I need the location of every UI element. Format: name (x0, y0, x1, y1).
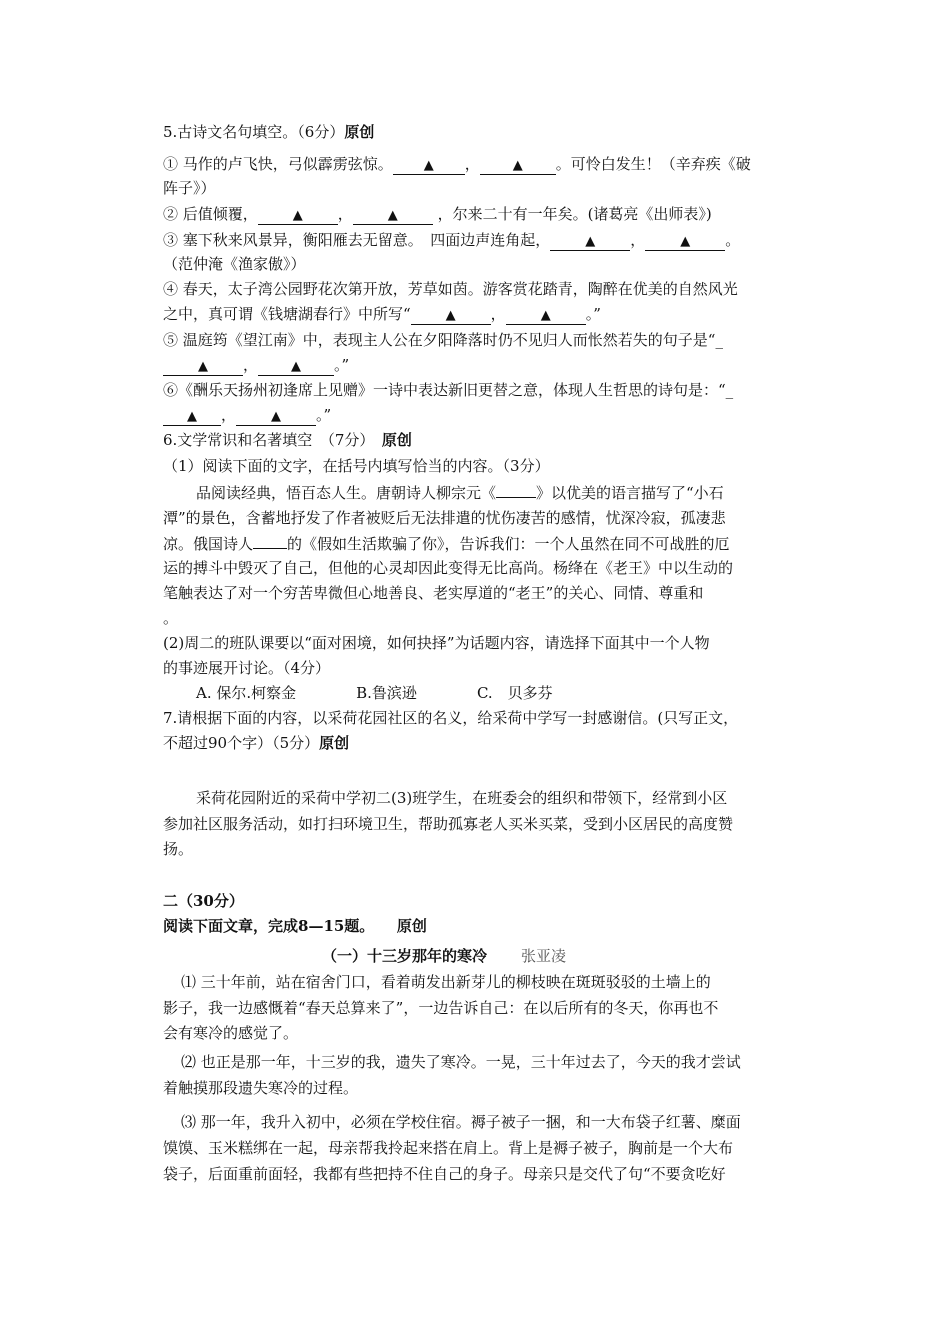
original-tag: 原创 (396, 917, 427, 935)
original-tag: 原创 (381, 431, 412, 449)
q7-title: 7.请根据下面的内容，以采荷花园社区的名义，给采荷中学写一封感谢信。(只写正文， (163, 709, 739, 727)
triangle-icon: ▲ (540, 308, 551, 323)
option-c: C. 贝多芬 (476, 684, 553, 702)
q5-title: 5.古诗文名句填空。（6分）原创 (163, 123, 375, 141)
triangle-icon: ▲ (198, 359, 208, 374)
article-paragraph: 馍馍、玉米糕绑在一起，母亲帮我拎起来搭在肩上。背上是褥子被子，胸前是一个大布 (163, 1139, 734, 1157)
article-paragraph: ⑴ 三十年前，站在宿舍门口，看着萌发出新芽儿的柳枝映在斑斑驳驳的土墙上的 (181, 973, 711, 991)
article-paragraph: ⑵ 也正是那一年，十三岁的我，遗失了寒冷。一晃，三十年过去了，今天的我才尝试 (181, 1053, 741, 1071)
q6-title: 6.文学常识和名著填空 （7分） 原创 (163, 431, 412, 449)
triangle-icon: ▲ (271, 409, 282, 424)
article-paragraph: 着触摸那段遗失寒冷的过程。 (163, 1079, 359, 1097)
q5-item-2: ② 后值倾覆， ▲ ， ▲ ，尔来二十有一年矣。(诸葛亮《出师表》) (163, 205, 712, 223)
q5-item-6-cont: ▲ ， ▲ 。” (163, 404, 793, 426)
q5-item-1-cont: 阵子》） (163, 179, 216, 197)
answer-blank[interactable] (506, 308, 586, 325)
answer-blank[interactable] (645, 234, 725, 251)
triangle-icon: ▲ (291, 359, 302, 374)
section-2-title: 二（30分） (163, 892, 244, 910)
q6-text-line: 。 (163, 609, 179, 627)
q6-text-line: 运的搏斗中毁灭了自己，但他的心灵却因此变得无比高尚。杨绛在《老王》中以生动的 (163, 559, 734, 577)
q6-part-2: (2)周二的班队课要以“面对困境，如何抉择”为话题内容，请选择下面其中一个人物 (163, 634, 710, 652)
answer-blank[interactable] (258, 208, 338, 225)
section-2-instructions: 阅读下面文章，完成8—15题。 原创 (163, 917, 427, 935)
article-paragraph: ⑶ 那一年，我升入初中，必须在学校住宿。褥子被子一捆，和一大布袋子红薯、糜面 (181, 1113, 741, 1131)
q6-part-1: （1）阅读下面的文字，在括号内填写恰当的内容。（3分） (163, 457, 550, 475)
answer-blank[interactable] (411, 308, 491, 325)
q5-item-3-cont: （范仲淹《渔家傲》） (163, 255, 306, 273)
answer-blank[interactable] (353, 208, 433, 225)
answer-blank[interactable] (480, 158, 556, 175)
answer-blank[interactable] (258, 359, 334, 376)
q6-options (196, 682, 826, 704)
triangle-icon: ▲ (187, 409, 197, 424)
triangle-icon: ▲ (445, 308, 456, 323)
q7-material: 参加社区服务活动，如打扫环境卫生，帮助孤寡老人买米买菜，受到小区居民的高度赞 (163, 815, 734, 833)
triangle-icon: ▲ (292, 208, 303, 223)
q7-material: 采荷花园附近的采荷中学初二(3)班学生，在班委会的组织和带领下，经常到小区 (196, 789, 728, 807)
answer-blank[interactable] (163, 409, 221, 426)
option-b: B.鲁滨逊 (356, 684, 417, 702)
q5-item-3: ③ 塞下秋来风景异，衡阳雁去无留意。 四面边声连角起， ▲ ， ▲ 。 (163, 231, 741, 249)
q5-item-5-cont: ▲ ， ▲ 。” (163, 354, 793, 376)
q6-text-line: 笔触表达了对一个穷苦卑微但心地善良、老实厚道的“老王”的关心、同情、尊重和 (163, 584, 704, 602)
original-tag: 原创 (344, 123, 375, 141)
article-author: 张亚凌 (521, 947, 567, 965)
q7-material: 扬。 (163, 840, 194, 858)
q5-item-1: ① 马作的卢飞快，弓似霹雳弦惊。 ▲ ， ▲ 。可怜白发生！（辛弃疾《破 (163, 155, 751, 173)
q5-item-4-cont: 之中，真可谓《钱塘湖春行》中所写“ ▲ ， ▲ 。” (163, 305, 601, 323)
article-paragraph: 影子，我一边感慨着“春天总算来了”，一边告诉自己：在以后所有的冬天，你再也不 (163, 999, 719, 1017)
q6-part-2-cont: 的事迹展开讨论。（4分） (163, 659, 331, 677)
triangle-icon: ▲ (387, 208, 398, 223)
q6-text-line: 品阅读经典，悟百态人生。唐朝诗人柳宗元《 》以优美的语言描写了“小石 (196, 481, 826, 503)
article-title: （一）十三岁那年的寒冷 张亚凌 (322, 947, 567, 965)
answer-blank[interactable] (550, 234, 630, 251)
answer-blank[interactable] (496, 481, 536, 498)
article-paragraph: 会有寒冷的感觉了。 (163, 1024, 299, 1042)
triangle-icon: ▲ (680, 234, 691, 249)
triangle-icon: ▲ (585, 234, 596, 249)
q7-title-cont: 不超过90个字）（5分）原创 (163, 734, 350, 752)
triangle-icon: ▲ (512, 158, 523, 173)
answer-blank[interactable] (253, 532, 287, 549)
original-tag: 原创 (319, 734, 350, 752)
q6-text-line: 凉。俄国诗人 的《假如生活欺骗了你》，告诉我们：一个人虽然在同不可战胜的厄 (163, 532, 793, 554)
q6-text-line: 潭”的景色，含蓄地抒发了作者被贬后无法排遣的忧伤凄苦的感情，忧深冷寂，孤凄悲 (163, 509, 726, 527)
q5-item-4: ④ 春天，太子湾公园野花次第开放，芳草如茵。游客赏花踏青，陶醉在优美的自然风光 (163, 280, 738, 298)
q5-item-5: ⑤ 温庭筠《望江南》中，表现主人公在夕阳降落时仍不见归人而怅然若失的句子是“_ (163, 331, 723, 349)
answer-blank[interactable] (236, 409, 316, 426)
answer-blank[interactable] (163, 359, 243, 376)
q5-item-6: ⑥《酬乐天扬州初逢席上见赠》一诗中表达新旧更替之意，体现人生哲思的诗句是：“_ (163, 381, 734, 399)
article-paragraph: 袋子，后面重前面轻，我都有些把持不住自己的身子。母亲只是交代了句“不要贪吃好 (163, 1165, 726, 1183)
triangle-icon: ▲ (423, 158, 434, 173)
option-a: A. 保尔.柯察金 (196, 684, 297, 702)
answer-blank[interactable] (393, 158, 465, 175)
